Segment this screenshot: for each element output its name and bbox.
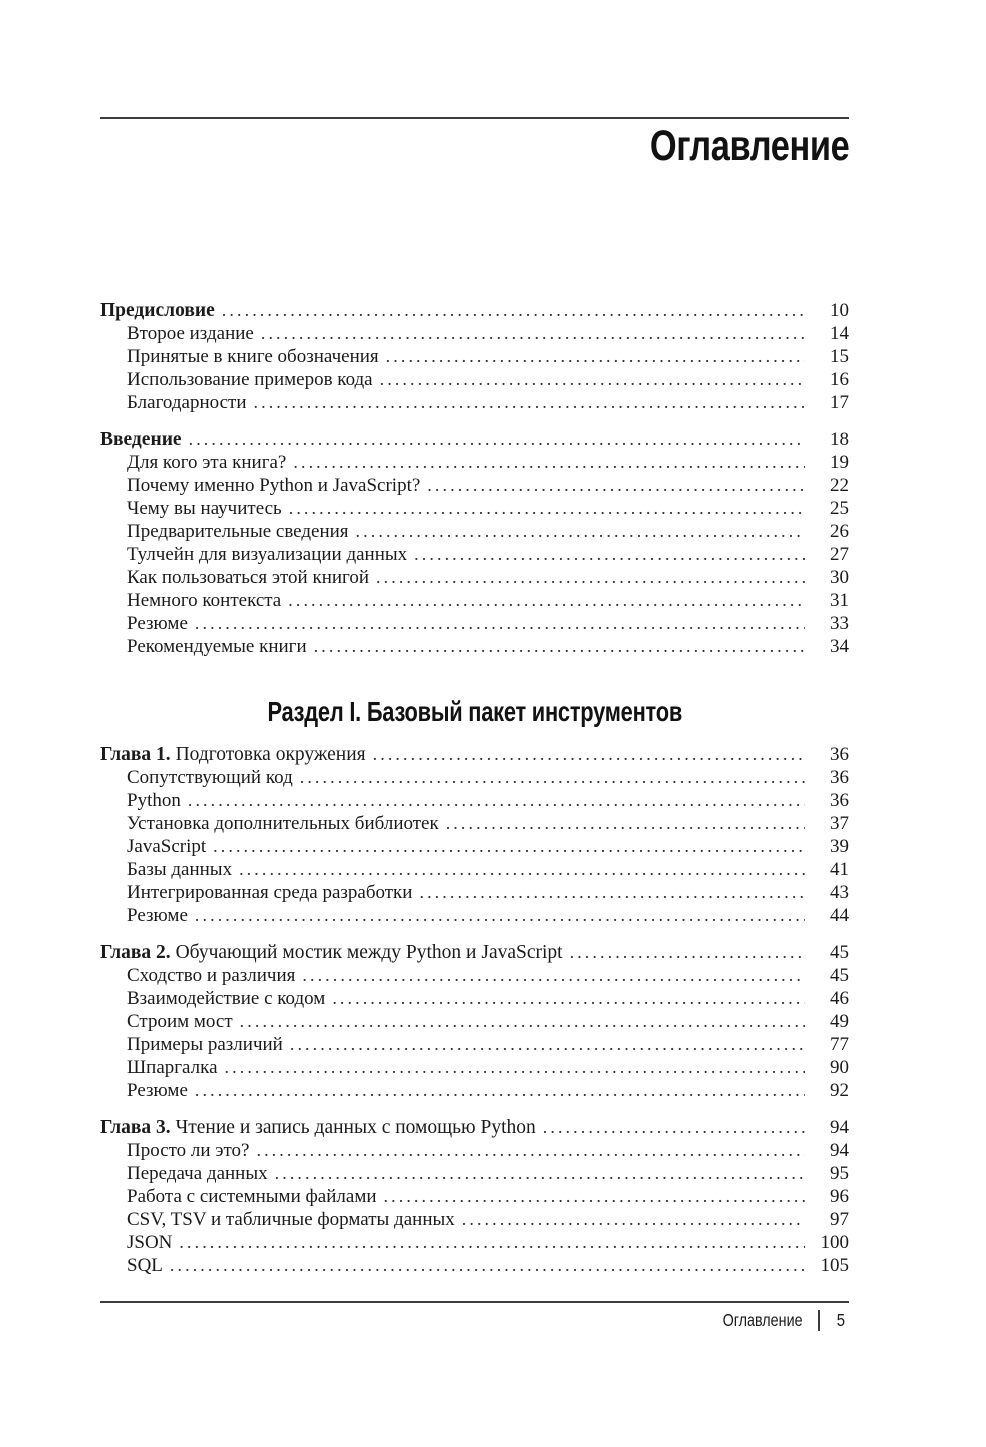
entry-label <box>127 497 282 520</box>
dot-leader <box>290 1033 805 1056</box>
entry-title: Взаимодействие с кодом <box>127 988 326 1009</box>
page-number: 49 <box>830 1011 849 1032</box>
entry-label <box>127 858 232 881</box>
toc-entry <box>100 1010 849 1033</box>
top-divider <box>100 117 849 119</box>
entry-label <box>127 789 181 812</box>
entry-label <box>127 589 281 612</box>
toc-entry <box>100 1139 849 1162</box>
toc-entry <box>100 451 849 474</box>
section-header-text: Раздел I. Базовый пакет инструментов <box>267 696 682 727</box>
page-number: 94 <box>830 1117 849 1138</box>
entry-title: Как пользоваться этой книгой <box>127 567 370 588</box>
dot-leader <box>462 1208 805 1231</box>
toc-header-entry <box>100 941 849 964</box>
dot-leader <box>254 391 806 414</box>
toc-entry <box>100 612 849 635</box>
entry-prefix: Введение <box>100 429 182 450</box>
entry-title: Сходство и различия <box>127 965 296 986</box>
toc-block <box>100 941 849 1102</box>
entry-label <box>127 1162 268 1185</box>
entry-label <box>127 881 412 904</box>
dot-leader <box>386 345 805 368</box>
entry-label <box>127 1185 377 1208</box>
toc-entry <box>100 543 849 566</box>
entry-title: Установка дополнительных библиотек <box>127 813 439 834</box>
entry-label <box>127 451 286 474</box>
page-number: 10 <box>830 300 849 321</box>
entry-label <box>127 368 373 391</box>
toc-entry <box>100 789 849 812</box>
toc <box>100 299 849 1277</box>
page-number: 43 <box>830 882 849 903</box>
page-number: 22 <box>830 475 849 496</box>
dot-leader <box>332 987 805 1010</box>
toc-entry <box>100 520 849 543</box>
footer-divider <box>100 1301 849 1303</box>
entry-title: Чтение и запись данных с помощью Python <box>170 1117 536 1138</box>
page-number: 30 <box>830 567 849 588</box>
entry-title: Для кого эта книга? <box>127 452 287 473</box>
toc-entry <box>100 881 849 904</box>
toc-block <box>100 1116 849 1277</box>
page-number: 44 <box>830 905 849 926</box>
entry-title: Базы данных <box>127 859 233 880</box>
dot-leader <box>314 635 805 658</box>
page-number: 16 <box>830 369 849 390</box>
footer-section-label: Оглавление <box>722 1310 803 1330</box>
page-number: 94 <box>830 1140 849 1161</box>
entry-title: Сопутствующий код <box>127 767 293 788</box>
entry-title: Python <box>127 790 181 811</box>
dot-leader <box>414 543 805 566</box>
entry-title: Резюме <box>127 905 188 926</box>
entry-label <box>127 1254 163 1277</box>
entry-label <box>100 1116 536 1139</box>
entry-label <box>127 543 407 566</box>
entry-title: Передача данных <box>127 1163 268 1184</box>
dot-leader <box>261 322 805 345</box>
entry-label <box>127 612 188 635</box>
page-number: 31 <box>830 590 849 611</box>
toc-entry <box>100 1185 849 1208</box>
entry-label <box>127 987 325 1010</box>
dot-leader <box>170 1254 805 1277</box>
page-number: 90 <box>830 1057 849 1078</box>
toc-entry <box>100 589 849 612</box>
page-number: 77 <box>830 1034 849 1055</box>
dot-leader <box>427 474 805 497</box>
entry-title: Второе издание <box>127 323 254 344</box>
dot-leader <box>188 789 805 812</box>
page-number: 15 <box>830 346 849 367</box>
toc-entry <box>100 497 849 520</box>
dot-leader <box>419 881 805 904</box>
entry-prefix: Глава 1. <box>100 744 171 765</box>
dot-leader <box>240 1010 805 1033</box>
entry-label <box>127 1079 188 1102</box>
entry-label <box>100 428 182 451</box>
entry-title: Чему вы научитесь <box>127 498 282 519</box>
entry-title: Резюме <box>127 1080 188 1101</box>
page-number: 18 <box>830 429 849 450</box>
page-number: 36 <box>830 744 849 765</box>
toc-entry <box>100 1162 849 1185</box>
toc-entry <box>100 835 849 858</box>
toc-entry <box>100 1033 849 1056</box>
entry-label <box>127 474 420 497</box>
page-number: 96 <box>830 1186 849 1207</box>
entry-label <box>127 766 293 789</box>
entry-label <box>100 941 563 964</box>
toc-header-entry <box>100 743 849 766</box>
footer-page-number: 5 <box>836 1310 845 1330</box>
page-number: 17 <box>830 392 849 413</box>
entry-label <box>127 835 206 858</box>
dot-leader <box>293 451 805 474</box>
toc-entry <box>100 904 849 927</box>
toc-entry <box>100 1208 849 1231</box>
entry-title: Тулчейн для визуализации данных <box>127 544 408 565</box>
dot-leader <box>289 497 805 520</box>
entry-title: Строим мост <box>127 1011 233 1032</box>
page-title: Оглавление <box>649 122 849 170</box>
entry-prefix: Глава 2. <box>100 942 171 963</box>
entry-title: Работа с системными файлами <box>127 1186 377 1207</box>
entry-title: Принятые в книге обозначения <box>127 346 379 367</box>
page-number: 36 <box>830 767 849 788</box>
entry-prefix: Предисловие <box>100 300 215 321</box>
toc-header-entry <box>100 299 849 322</box>
entry-label <box>127 1010 233 1033</box>
entry-label <box>127 322 254 345</box>
dot-leader <box>195 1079 805 1102</box>
page-number: 26 <box>830 521 849 542</box>
entry-prefix: Глава 3. <box>100 1117 171 1138</box>
toc-entry <box>100 858 849 881</box>
dot-leader <box>179 1231 805 1254</box>
page-title-wrap <box>600 123 849 169</box>
entry-title: JavaScript <box>127 836 207 857</box>
dot-leader <box>256 1139 805 1162</box>
page-number: 105 <box>820 1255 849 1276</box>
dot-leader <box>225 1056 805 1079</box>
toc-entry <box>100 1231 849 1254</box>
dot-leader <box>384 1185 805 1208</box>
dot-leader <box>380 368 805 391</box>
toc-block <box>100 299 849 414</box>
toc-header-entry <box>100 1116 849 1139</box>
entry-label <box>127 1231 172 1254</box>
entry-title: Немного контекста <box>127 590 282 611</box>
dot-leader <box>376 566 805 589</box>
dot-leader <box>356 520 805 543</box>
dot-leader <box>373 743 805 766</box>
page-number: 95 <box>830 1163 849 1184</box>
page-number: 25 <box>830 498 849 519</box>
entry-title: Использование примеров кода <box>127 369 373 390</box>
page-number: 14 <box>830 323 849 344</box>
page-number: 45 <box>830 942 849 963</box>
entry-label <box>127 1139 249 1162</box>
entry-label <box>127 345 379 368</box>
section-header <box>100 696 849 728</box>
entry-label <box>100 743 366 766</box>
entry-title: Предварительные сведения <box>127 521 349 542</box>
toc-entry <box>100 964 849 987</box>
page-number: 33 <box>830 613 849 634</box>
entry-title: Рекомендуемые книги <box>127 636 307 657</box>
entry-title: Интегрированная среда разработки <box>127 882 413 903</box>
dot-leader <box>288 589 805 612</box>
entry-title: SQL <box>127 1255 163 1276</box>
page-number: 37 <box>830 813 849 834</box>
entry-title: Шпаргалка <box>127 1057 218 1078</box>
entry-title: JSON <box>127 1232 173 1253</box>
dot-leader <box>302 964 805 987</box>
toc-entry <box>100 474 849 497</box>
page-number: 45 <box>830 965 849 986</box>
entry-label <box>127 1033 283 1056</box>
toc-entry <box>100 987 849 1010</box>
entry-label <box>127 964 295 987</box>
page-number: 27 <box>830 544 849 565</box>
dot-leader <box>300 766 805 789</box>
page-number: 97 <box>830 1209 849 1230</box>
page-number: 92 <box>830 1080 849 1101</box>
entry-title: CSV, TSV и табличные форматы данных <box>127 1209 455 1230</box>
entry-label <box>127 812 439 835</box>
dot-leader <box>239 858 805 881</box>
entry-label <box>127 1056 218 1079</box>
page-number: 41 <box>830 859 849 880</box>
page-number: 34 <box>830 636 849 657</box>
dot-leader <box>189 428 805 451</box>
dot-leader <box>570 941 805 964</box>
page-number: 39 <box>830 836 849 857</box>
page-number: 36 <box>830 790 849 811</box>
dot-leader <box>446 812 805 835</box>
entry-label <box>127 391 247 414</box>
entry-title: Резюме <box>127 613 188 634</box>
toc-entry <box>100 566 849 589</box>
toc-entry <box>100 391 849 414</box>
dot-leader <box>543 1116 805 1139</box>
page-number: 19 <box>830 452 849 473</box>
dot-leader <box>195 612 805 635</box>
dot-leader <box>222 299 805 322</box>
footer <box>705 1310 845 1331</box>
dot-leader <box>275 1162 805 1185</box>
entry-label <box>127 1208 455 1231</box>
entry-title: Обучающий мостик между Python и JavaScript <box>170 942 563 963</box>
entry-label <box>127 566 369 589</box>
entry-label <box>127 520 349 543</box>
entry-title: Подготовка окружения <box>170 744 366 765</box>
toc-entry <box>100 1254 849 1277</box>
toc-block <box>100 743 849 927</box>
toc-entry <box>100 322 849 345</box>
entry-label <box>127 904 188 927</box>
page-number: 46 <box>830 988 849 1009</box>
entry-label <box>127 635 307 658</box>
dot-leader <box>195 904 805 927</box>
dot-leader <box>213 835 805 858</box>
toc-entry <box>100 345 849 368</box>
entry-label <box>100 299 215 322</box>
entry-title: Благодарности <box>127 392 247 413</box>
toc-entry <box>100 368 849 391</box>
toc-entry <box>100 766 849 789</box>
toc-block <box>100 428 849 658</box>
page-number: 100 <box>820 1232 849 1253</box>
entry-title: Примеры различий <box>127 1034 283 1055</box>
toc-entry <box>100 635 849 658</box>
footer-separator <box>818 1310 820 1331</box>
entry-title: Просто ли это? <box>127 1140 250 1161</box>
toc-entry <box>100 1056 849 1079</box>
entry-title: Почему именно Python и JavaScript? <box>127 475 421 496</box>
toc-header-entry <box>100 428 849 451</box>
toc-entry <box>100 1079 849 1102</box>
toc-entry <box>100 812 849 835</box>
